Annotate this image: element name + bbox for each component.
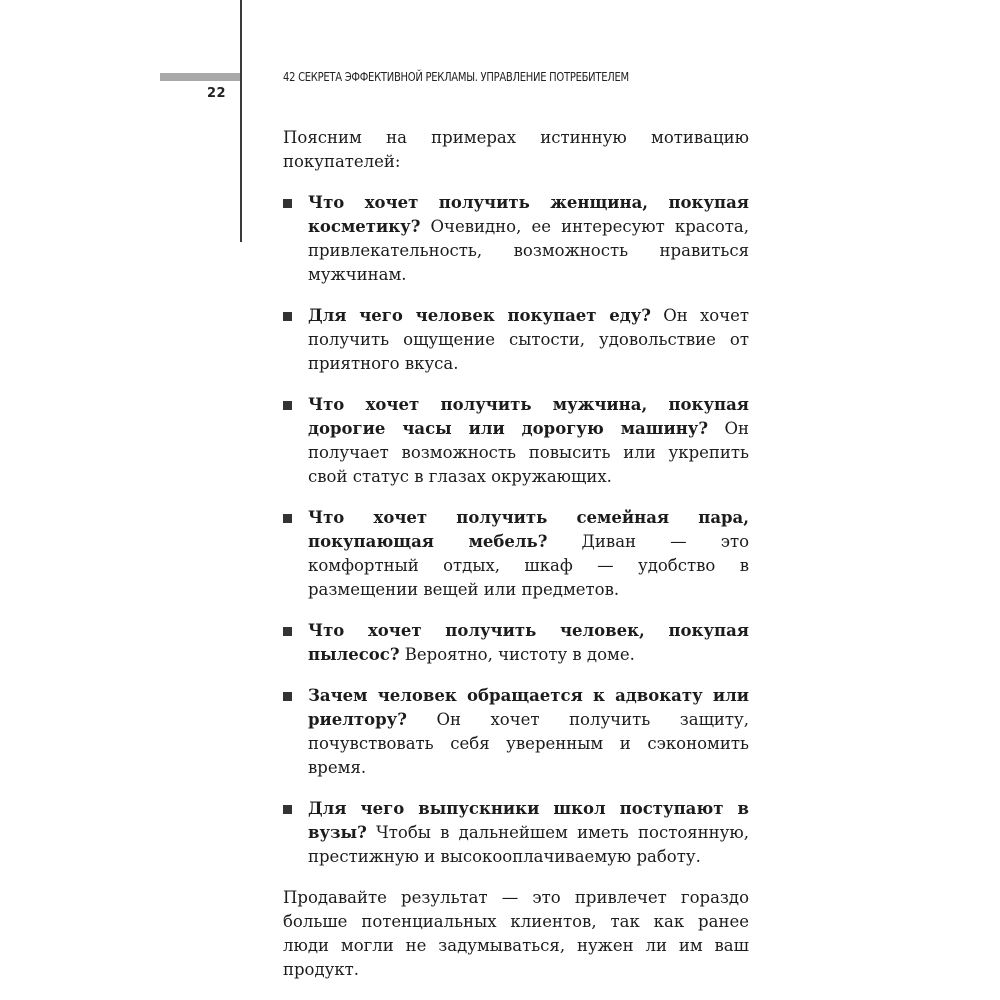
list-item-answer: Очевидно, ее интересуют красота, привлекательность, возможность нравиться мужчинам. <box>308 217 749 284</box>
list-item <box>283 304 749 376</box>
list-item-question: Что хочет получить женщина, покупая косметику? <box>308 193 749 236</box>
list-item-question: Что хочет получить мужчина, покупая дорогие часы или дорогую машину? <box>308 395 749 438</box>
list-item-answer: Он хочет получить защиту, почувствовать себя уверенным и сэкономить время. <box>308 710 749 777</box>
square-bullet-icon <box>283 514 292 523</box>
page-number-bar <box>160 73 240 81</box>
list-item-answer: Он получает возможность повысить или укрепить свой статус в глазах окружающих. <box>308 419 749 486</box>
square-bullet-icon <box>283 312 292 321</box>
conclusion-paragraph: Продавайте результат — это привлечет гораздо больше потенциальных клиентов, так как ранее люди могли не задумываться, нужен ли им ваш продукт. <box>283 888 749 979</box>
body-text <box>283 126 749 982</box>
motivation-list <box>283 191 749 869</box>
list-item-answer: Чтобы в дальнейшем иметь постоянную, престижную и высокооплачиваемую работу. <box>308 823 749 866</box>
square-bullet-icon <box>283 805 292 814</box>
list-item <box>283 506 749 602</box>
list-item <box>283 191 749 287</box>
list-item-answer: Вероятно, чистоту в доме. <box>404 645 635 664</box>
list-item-answer: Диван — это комфортный отдых, шкаф — удобство в размещении вещей или предметов. <box>308 532 750 599</box>
list-item <box>283 797 749 869</box>
list-item <box>283 393 749 489</box>
page-number: 22 <box>207 86 227 101</box>
list-item-question: Для чего выпускники школ поступают в вузы? <box>308 799 749 842</box>
square-bullet-icon <box>283 692 292 701</box>
list-item-question: Зачем человек обращается к адвокату или риелтору? <box>308 686 749 729</box>
square-bullet-icon <box>283 401 292 410</box>
running-title: 42 СЕКРЕТА ЭФФЕКТИВНОЙ РЕКЛАМЫ. УПРАВЛЕНИЕ ПОТРЕБИТЕЛЕМ <box>283 69 629 84</box>
margin-vertical-rule <box>240 0 242 242</box>
list-item <box>283 684 749 780</box>
list-item-question: Для чего человек покупает еду? <box>308 306 651 325</box>
list-item-answer: Он хочет получить ощущение сытости, удовольствие от приятного вкуса. <box>308 306 749 373</box>
list-item-question: Что хочет получить семейная пара, покупающая мебель? <box>308 508 749 551</box>
square-bullet-icon <box>283 199 292 208</box>
list-item <box>283 619 749 667</box>
intro-paragraph: Поясним на примерах истинную мотивацию покупателей: <box>283 128 749 171</box>
square-bullet-icon <box>283 627 292 636</box>
list-item-question: Что хочет получить человек, покупая пылесос? <box>308 621 749 664</box>
